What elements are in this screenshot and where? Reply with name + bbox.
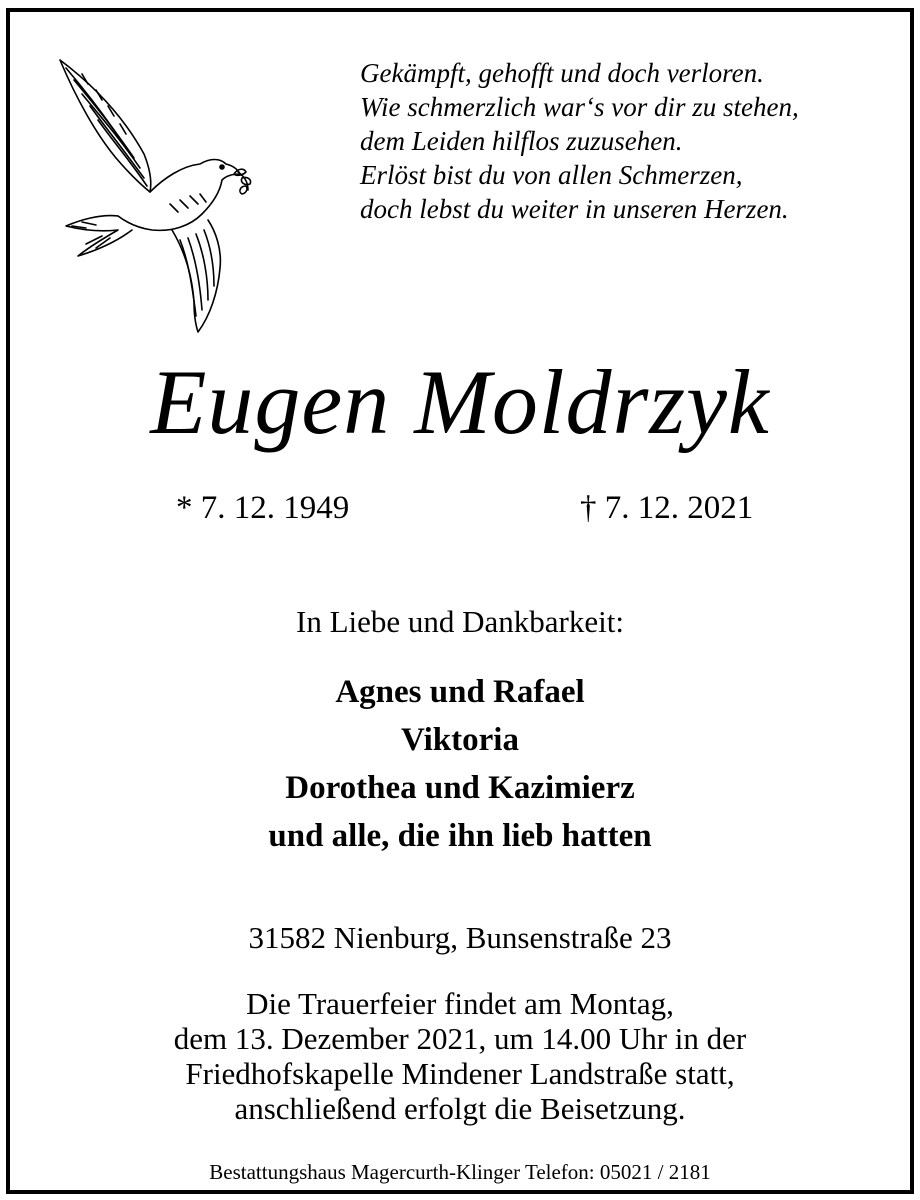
funeral-line: Die Trauerfeier findet am Montag, xyxy=(246,986,674,1021)
death-date: † 7. 12. 2021 xyxy=(580,490,754,526)
family-line: Dorothea und Kazimierz xyxy=(285,770,635,806)
poem-line: Gekämpft, gehofft und doch verloren. xyxy=(360,58,764,88)
family-list xyxy=(10,668,910,860)
funeral-home-footer: Bestattungshaus Magercurth-Klinger Telefon: 05021 / 2181 xyxy=(209,1160,711,1184)
birth-date: * 7. 12. 1949 xyxy=(176,490,350,526)
funeral-line: anschließend erfolgt die Beisetzung. xyxy=(234,1091,686,1126)
funeral-line: dem 13. Dezember 2021, um 14.00 Uhr in der xyxy=(173,1021,747,1056)
address: 31582 Nienburg, Bunsenstraße 23 xyxy=(248,920,672,955)
funeral-line: Friedhofskapelle Mindener Landstraße statt, xyxy=(185,1056,735,1091)
obituary-notice xyxy=(6,8,914,1194)
poem-line: dem Leiden hilflos zuzusehen. xyxy=(360,126,683,156)
poem-line: doch lebst du weiter in unseren Herzen. xyxy=(360,194,789,224)
family-line: Agnes und Rafael xyxy=(335,674,585,710)
funeral-info xyxy=(10,986,910,1126)
thanks-heading: In Liebe und Dankbarkeit: xyxy=(296,604,624,639)
deceased-name: Eugen Moldrzyk xyxy=(150,351,770,453)
dove-icon xyxy=(52,54,262,334)
family-line: und alle, die ihn lieb hatten xyxy=(268,818,652,854)
poem-line: Erlöst bist du von allen Schmerzen, xyxy=(360,160,743,190)
family-line: Viktoria xyxy=(401,722,519,758)
poem xyxy=(360,56,900,226)
poem-line: Wie schmerzlich war‘s vor dir zu stehen, xyxy=(360,92,799,122)
